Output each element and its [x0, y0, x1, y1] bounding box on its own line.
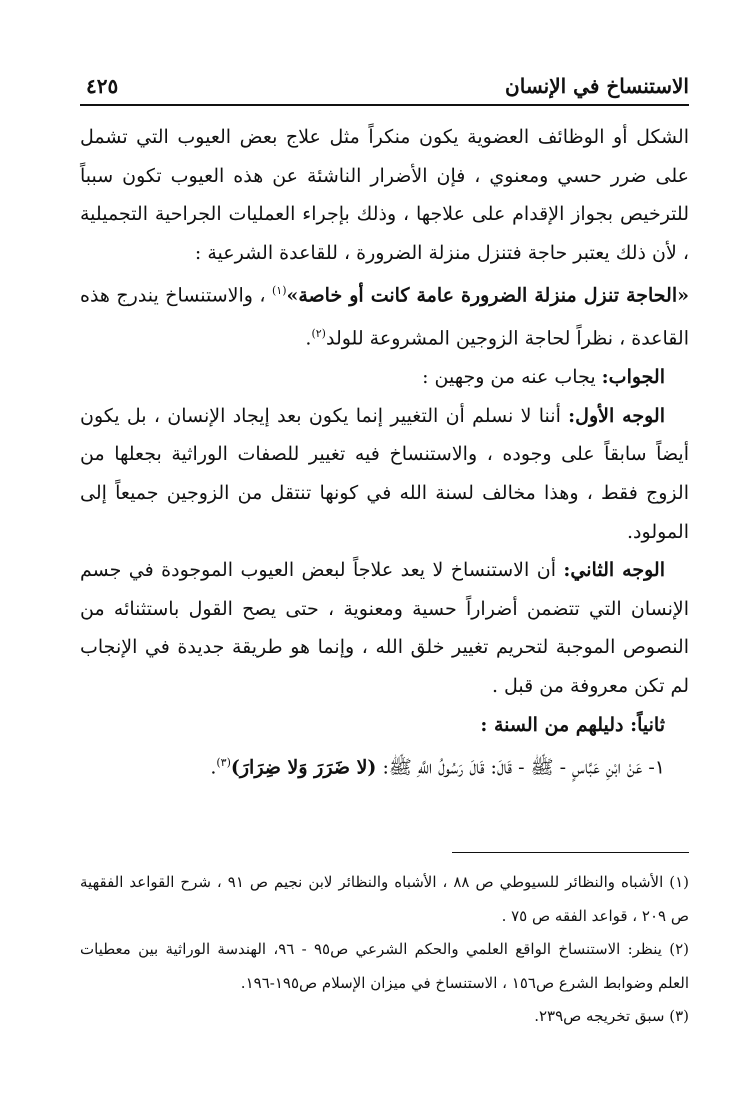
paragraph-end: . — [210, 756, 217, 779]
footnote-2: (٢) ينظر: الاستنساخ الواقع العلمي والحكم الشرعي ص٩٥ - ٩٦، الهندسة الوراثية بين معطيات العلم وضوابط الشرع ص١٥٦ ، الاستنساخ في ميزان الإسلام ص١٩٥-١٩٦. — [80, 940, 689, 992]
paragraph-text: أننا لا نسلم أن التغيير إنما يكون بعد إيجاد الإنسان ، بل يكون أيضاً سابقاً على وجوده ، والاستنساخ فيه تغيير للصفات الوراثية بجعلها من الزوج فقط ، وهذا مخالف لسنة الله في كونها تنتقل من الزوجين جميعاً إلى المولود. — [80, 404, 689, 543]
page-header — [80, 70, 689, 106]
second-aspect-paragraph — [80, 551, 689, 705]
paragraph-text: الشكل أو الوظائف العضوية يكون منكراً مثل علاج بعض العيوب التي تشمل على ضرر حسي ومعنوي ، فإن الأضرار الناشئة عن هذه العيوب تكون سبباً للترخيص بجواز الإقدام على علاجها ، وذلك بإجراء العمليات الجراحية التجميلية ، لأن ذلك يعتبر حاجة فتنزل منزلة الضرورة ، للقاعدة الشرعية : — [80, 126, 689, 264]
legal-maxim-quote: «الحاجة تنزل منزلة الضرورة عامة كانت أو خاصة» — [286, 284, 689, 307]
hadith-paragraph — [80, 744, 689, 787]
footnote-1: (١) الأشباه والنظائر للسيوطي ص ٨٨ ، الأشباه والنظائر لابن نجيم ص ٩١ ، شرح القواعد الفقهية ص ٢٠٩ ، قواعد الفقه ص ٧٥ . — [80, 873, 690, 925]
header-divider — [80, 104, 689, 106]
hadith-chain: ١- عَنْ ابْنِ عَبَّاسٍ - ﷺ - قَالَ: قَالَ رَسُولُ اللَّهِ ﷺ: — [376, 756, 665, 779]
paragraph-2 — [80, 272, 689, 358]
answer-heading: الجواب: — [601, 366, 665, 389]
answer-paragraph — [80, 358, 689, 397]
sunnah-heading: ثانياً: دليلهم من السنة : — [480, 713, 665, 736]
second-aspect-heading: الوجه الثاني: — [563, 559, 665, 582]
footnote-ref-2[interactable]: (٢) — [311, 327, 326, 341]
main-text — [80, 118, 689, 787]
first-aspect-paragraph — [80, 397, 689, 551]
sunnah-heading-paragraph — [80, 706, 689, 745]
paragraph-text: يجاب عنه من وجهين : — [422, 366, 602, 389]
footnote-ref-3[interactable]: (٣) — [216, 756, 231, 770]
footnote-ref-1[interactable]: (١) — [271, 284, 287, 298]
page-number: ٤٢٥ — [86, 74, 119, 98]
paragraph-text: أن الاستنساخ لا يعد علاجاً لبعض العيوب الموجودة في جسم الإنسان التي تتضمن أضراراً حسية ومعنوية ، حتى يصح القول باستثنائه من النصوص الموجبة لتحريم تغيير خلق الله ، وإنما هو طريقة جديدة في الإنجاب لم تكن معروفة من قبل . — [80, 559, 689, 697]
running-title: الاستنساخ في الإنسان — [505, 74, 689, 98]
footnote-divider — [452, 852, 689, 853]
footnotes — [80, 866, 689, 1034]
footnote-3: (٣) سبق تخريجه ص٢٣٩. — [534, 1007, 689, 1025]
paragraph-1 — [80, 118, 689, 272]
paragraph-end: . — [305, 327, 312, 350]
first-aspect-heading: الوجه الأول: — [568, 404, 665, 427]
hadith-quote: (لا ضَرَرَ وَلا ضِرَارَ) — [230, 756, 377, 779]
paragraph-text: ، والاستنساخ يندرج هذه القاعدة ، نظراً لحاجة الزوجين المشروعة للولد — [80, 284, 689, 350]
